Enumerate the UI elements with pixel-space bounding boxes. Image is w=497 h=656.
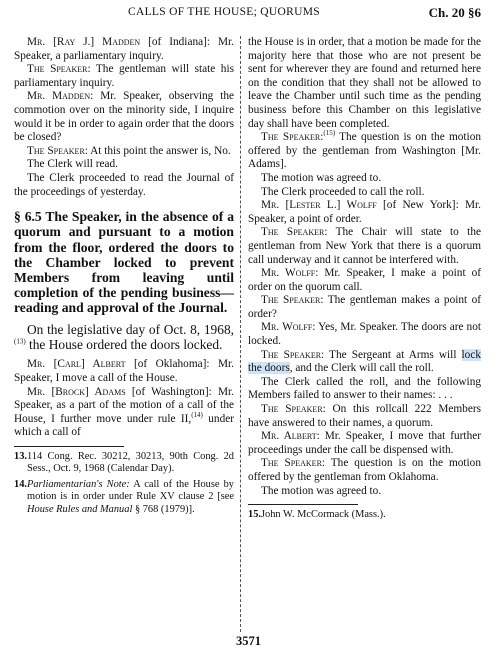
intro-paragraph xyxy=(14,322,234,353)
footnote-15 xyxy=(248,509,481,521)
speech-text: : Mr. Speaker, I move that further proceedings under the call be dispensed with. xyxy=(248,430,481,456)
speech-text: : The gentleman makes a point of order? xyxy=(248,294,481,320)
footnote-number: 13. xyxy=(14,450,27,462)
footnote-ref[interactable]: (15) xyxy=(323,129,336,138)
speaker-name: Mr. [Ray J.] Madden xyxy=(27,36,141,48)
speaker-name: Mr. [Brock] Adams xyxy=(27,385,126,398)
paragraph xyxy=(248,199,481,226)
left-column xyxy=(14,36,234,519)
footnote-text: 114 Cong. Rec. 30212, 30213, 90th Cong. 2d Sess., Oct. 9, 1968 (Calendar Day). xyxy=(27,450,234,475)
header-title: CALLS OF THE HOUSE; QUORUMS xyxy=(128,6,320,18)
speech-text: : Mr. Speaker, observing the commotion over on the minority side, I inquire would it be in order to again order that the doors be closed? xyxy=(14,90,234,144)
paragraph: The Clerk will read. xyxy=(27,158,118,171)
speech-text: : The gentleman will state his parliamentary inquiry. xyxy=(14,63,234,89)
speech-text: : The Chair will state to the gentleman from New York that there is a quorum call underway and it cannot be interfered with. xyxy=(248,226,481,266)
speech-text: [of Washington]: Mr. Speaker, as a part of the motion of a call of the House, I further move under rule II, xyxy=(14,385,234,425)
footnote-ref[interactable]: (14) xyxy=(191,410,203,419)
speech-text: [of New York]: Mr. Speaker, a point of order. xyxy=(248,199,482,225)
paragraph: The Speaker:$^{(15)}$ The question is on the motion offered by the gentleman from Washington [Mr. Adams]. xyxy=(248,129,481,171)
speaker-name: The Speaker xyxy=(27,144,85,157)
footnote-14 xyxy=(14,479,234,516)
footnote-text: A call of the House by motion is in order under Rule XV clause 2 [see xyxy=(27,478,235,503)
running-header xyxy=(0,6,497,24)
paragraph xyxy=(248,403,481,430)
speaker-name: The Speaker xyxy=(261,294,321,307)
speech-text: under which a call of xyxy=(14,412,234,439)
paragraph: the House is in order, that a motion be made for the majority here that those who are not present be sent for wherever they are found and returned here on the condition that they shall not be allowed to leave the Chamber until such time as the pending business before this Chamber on this legislative day shall have been completed. xyxy=(248,36,481,130)
footnote-number: 14. xyxy=(14,478,27,490)
column-divider xyxy=(240,36,241,632)
paragraph: The Clerk proceeded to read the Journal of the proceedings of yesterday. xyxy=(14,171,234,198)
speech-text: : Yes, Mr. Speaker. The doors are not locked. xyxy=(248,321,481,348)
paragraph xyxy=(248,267,481,294)
paragraph xyxy=(14,63,234,90)
speech-text: : Mr. Speaker, I make a point of order on the quorum call. xyxy=(248,267,481,293)
intro-text: the House ordered the doors locked. xyxy=(25,336,223,352)
footnote-text: § 768 (1979)]. xyxy=(132,503,195,515)
speech-text: The question is on the motion offered by the gentleman from Washington [Mr. Adams]. xyxy=(248,131,481,171)
section-heading: § 6.5 The Speaker, in the absence of a quorum and pursuant to a motion from the floor, ordered the doors to the Chamber locked to prevent Members from leaving until completion of the pending business—reading and approval of the Journal. xyxy=(14,209,234,316)
speaker-name: Mr. [Lester L.] Wolff xyxy=(261,199,377,212)
paragraph xyxy=(14,386,234,440)
paragraph: The Clerk called the roll, and the following Members failed to answer to their names: . . . xyxy=(248,375,481,402)
speaker-name: The Speaker xyxy=(261,131,321,144)
footnote-rule xyxy=(14,446,124,447)
paragraph xyxy=(14,36,234,63)
page-number: 3571 xyxy=(236,634,261,648)
speech-text: : The Sergeant at Arms will xyxy=(321,348,462,361)
intro-text: On the legislative day of Oct. 8, 1968, xyxy=(27,321,234,337)
footnote-ref[interactable]: (13) xyxy=(14,337,26,346)
speech-text: : On this rollcall 222 Members have answered to their names, a quorum. xyxy=(248,403,481,429)
paragraph xyxy=(248,430,481,457)
speaker-name: The Speaker xyxy=(261,226,325,239)
right-column xyxy=(248,36,481,525)
paragraph: The Clerk proceeded to call the roll. xyxy=(261,185,425,198)
paragraph xyxy=(248,226,481,267)
speech-text: [of Oklahoma]: Mr. Speaker, I move a call of the House. xyxy=(14,358,234,384)
speaker-name: The Speaker xyxy=(261,348,322,361)
speaker-name: Mr. Madden xyxy=(27,90,91,103)
speaker-name: Mr. [Carl] Albert xyxy=(27,358,126,371)
footnote-italic: House Rules and Manual xyxy=(27,503,133,515)
speech-text: , and the Clerk will call the roll. xyxy=(289,362,434,375)
paragraph xyxy=(248,349,481,376)
speaker-name: The Speaker xyxy=(261,403,323,416)
paragraph xyxy=(248,457,481,484)
paragraph xyxy=(14,145,234,159)
paragraph xyxy=(248,294,481,321)
footnote-number: 15. xyxy=(248,509,261,521)
paragraph xyxy=(248,321,481,348)
speech-text: : At this point the answer is, No. xyxy=(84,144,231,157)
speech-text: : The question is on the motion offered by the gentleman from Oklahoma. xyxy=(248,457,481,483)
paragraph xyxy=(14,90,234,144)
paragraph: The motion was agreed to. xyxy=(261,171,382,184)
footnote-italic: Parliamentarian's Note: xyxy=(27,478,130,490)
footnote-13 xyxy=(14,451,234,476)
speech-text: [of Indiana]: Mr. Speaker, a parliamentary inquiry. xyxy=(14,36,234,62)
highlighted-text[interactable]: lock the doors xyxy=(248,348,481,375)
speaker-name: Mr. Wolff xyxy=(261,267,316,280)
footnote-text: John W. McCormack (Mass.). xyxy=(261,509,386,521)
footnote-rule xyxy=(248,504,358,505)
speaker-name: The Speaker xyxy=(261,457,322,470)
speaker-name: The Speaker xyxy=(27,63,88,76)
speaker-name: Mr. Albert xyxy=(261,430,317,443)
paragraph: The motion was agreed to. xyxy=(261,484,382,497)
speaker-name: Mr. Wolff xyxy=(261,321,313,334)
header-chapter: Ch. 20 §6 xyxy=(428,5,481,20)
paragraph xyxy=(14,358,234,385)
